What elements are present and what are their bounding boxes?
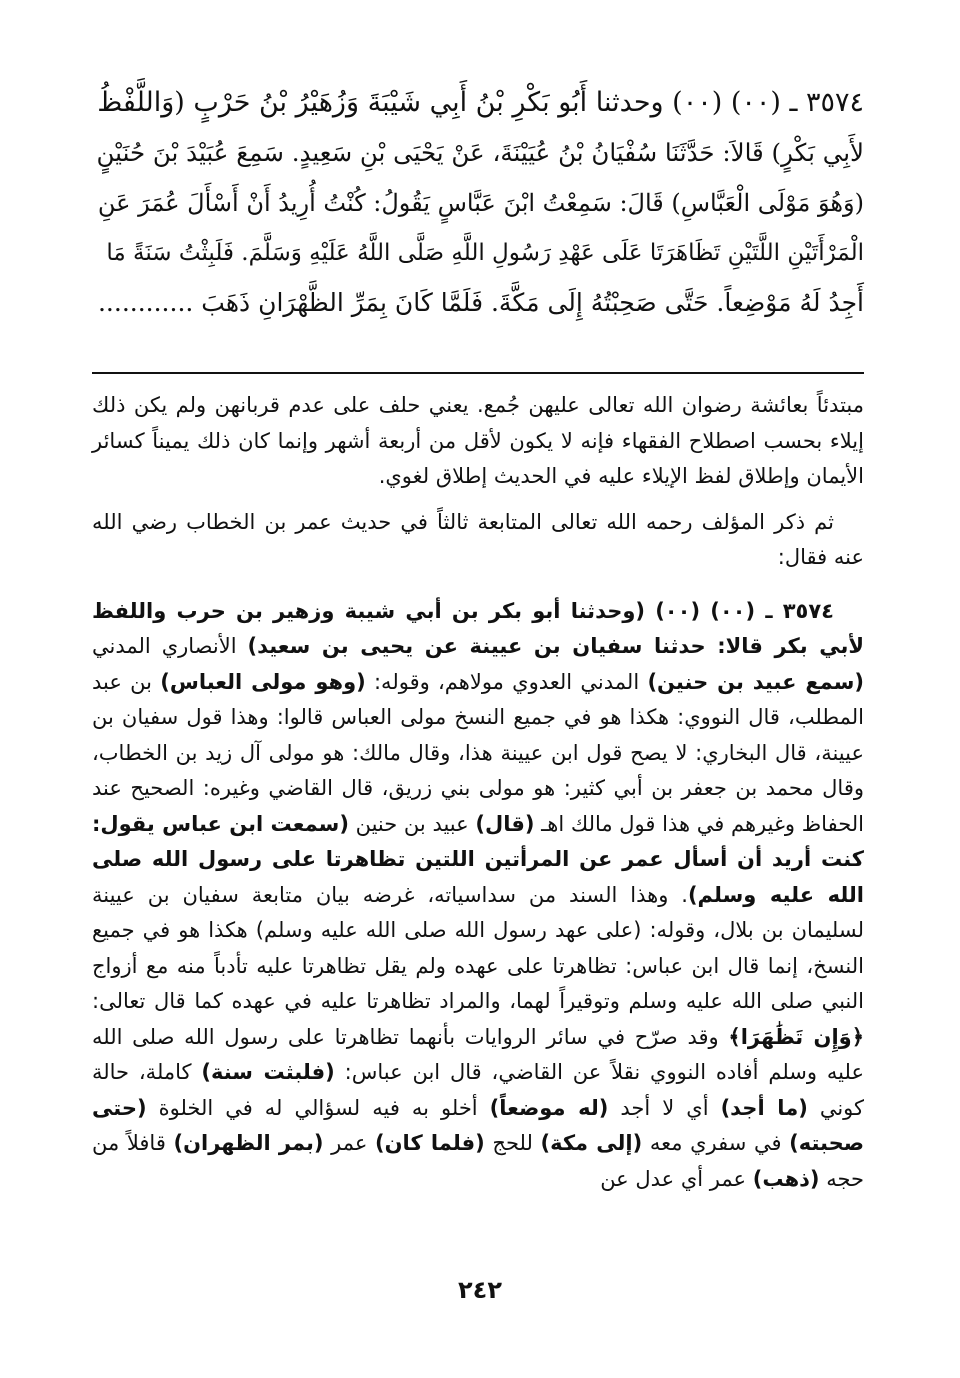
text-run: في سفري معه bbox=[642, 1131, 790, 1155]
hadith-line: أَجِدُ لَهُ مَوْضِعاً. حَتَّى صَحِبْتُهُ إِلَى مَكَّةَ. فَلَمَّا كَانَ بِمَرِّ الظَّهْرَانِ ذَهَبَ ............ bbox=[97, 288, 864, 317]
bold-text: (سمع عبيد بن حنين) bbox=[647, 669, 864, 694]
text-run: للحج bbox=[484, 1131, 541, 1155]
text-run: الأنصاري المدني bbox=[92, 634, 248, 658]
text-run: بن عبد المطلب، قال النووي: هكذا هو في جميع النسخ مولى العباس قالوا: وهذا قول سفيان بن عيينة، قال البخاري: لا يصح قول ابن عيينة هذا، وقال مالك: هو مولى آل زيد بن الخطاب، وقال محمد بن جعفر بن أبي كثير: هو مولى بني زريق، قال القاضي وغيره: الصحيح عند الحفاظ وغيرهم في هذا قول مالك اهـ bbox=[92, 669, 864, 836]
commentary bbox=[92, 388, 864, 1197]
text-run: أي لا أجد bbox=[608, 1095, 721, 1120]
hadith-line: الْمَرْأَتَيْنِ اللَّتَيْنِ تَظَاهَرَتَا عَلَى عَهْدِ رَسُولِ اللَّهِ صَلَّى اللَّهُ عَلَيْهِ وَسَلَّمَ. فَلَبِثْتُ سَنَةً مَا bbox=[106, 240, 864, 266]
text-run: المدني العدوي مولاهم، وقوله: bbox=[365, 669, 648, 694]
bold-text: (إلى مكة) bbox=[540, 1131, 643, 1155]
commentary-paragraph bbox=[92, 594, 864, 1198]
commentary-paragraph: مبتدئاً بعائشة رضوان الله تعالى عليهن جُمع. يعني حلف على عدم قربانهن ولم يكن ذلك إيلاء بحسب اصطلاح الفقهاء فإنه لا يكون لأقل من أربعة أشهر وإنما كان ذلك يميناً كسائر الأيمان وإطلاق لفظ الإيلاء عليه في الحديث إطلاق لغوي. bbox=[92, 393, 864, 488]
text-run: كاملة، حالة كوني bbox=[92, 1060, 865, 1120]
bold-text: (قال) bbox=[475, 811, 535, 836]
bold-text: ٣٥٧٤ ـ (٠٠) (٠٠) (وحدثنا أبو بكر بن أبي شيبة وزهير بن حرب واللفظ لأبي بكر قالا: حدثنا سفيان بن عيينة عن يحيى بن سعيد) bbox=[92, 598, 864, 658]
bold-text: (حتى صحبته) bbox=[92, 1095, 865, 1155]
bold-text: (فلما كان) bbox=[375, 1131, 485, 1155]
text-run: عمر bbox=[323, 1131, 376, 1155]
page-number: ٢٤٢ bbox=[458, 1276, 502, 1304]
bold-text: (فلبثت سنة) bbox=[201, 1060, 335, 1084]
text-run: قافلاً من حجه bbox=[92, 1131, 864, 1191]
text-run: أخلو به فيه لسؤالي له في الخلوة bbox=[146, 1095, 490, 1120]
text-run: وقد صرّح في سائر الروايات بأنهما تظاهرتا على رسول الله صلى الله عليه وسلم أفاده النووي نقلاً عن القاضي، قال ابن عباس: bbox=[92, 1024, 864, 1084]
bold-text: (بمر الظهران) bbox=[173, 1131, 324, 1155]
hadith-text bbox=[92, 78, 864, 328]
text-run: عبيد بن حنين bbox=[348, 811, 476, 836]
separator-rule bbox=[92, 372, 864, 374]
commentary-paragraph: ثم ذكر المؤلف رحمه الله تعالى المتابعة ثالثاً في حديث عمر بن الخطاب رضي الله عنه فقال: bbox=[92, 509, 864, 569]
text-run: . وهذا السند من سداسياته، غرضه بيان متابعة سفيان بن عيينة لسليمان بن بلال، وقوله: (على عهد رسول الله صلى الله عليه وسلم) هكذا هو في جميع النسخ، إنما قال ابن عباس: تظاهرتا على عهده ولم يقل تظاهرتا عليه تأدباً منه مع أزواج النبي صلى الله عليه وسلم وتوقيراً لهما، والمراد تظاهرتا عليه في عهده كما قال تعالى: bbox=[92, 882, 864, 1013]
bold-text: (ذهب) bbox=[752, 1166, 820, 1191]
hadith-line: لأَبِي بَكْرٍ) قَالاَ: حَدَّثَنَا سُفْيَانُ بْنُ عُيَيْنَةَ، عَنْ يَحْيَى بْنِ سَعِيدٍ. سَمِعَ عُبَيْدَ بْنَ حُنَيْنٍ bbox=[96, 138, 864, 167]
hadith-line: ٣٥٧٤ ـ (٠٠) (٠٠) وحدثنا أَبُو بَكْرِ بْنُ أَبِي شَيْبَةَ وَزُهَيْرُ بْنُ حَرْبٍ (وَاللَّفْظُ bbox=[97, 87, 864, 118]
quran-quote: ﴿وَإِن تَظَٰهَرَا﴾ bbox=[728, 1024, 865, 1049]
bold-text: (له موضعاً) bbox=[489, 1095, 609, 1120]
bold-text: (ما أجد) bbox=[720, 1095, 808, 1120]
bold-text: (سمعت ابن عباس يقول: كنت أريد أن أسأل عمر عن المرأتين اللتين تظاهرتا على رسول الله صلى الله عليه وسلم) bbox=[92, 811, 864, 907]
bold-text: (وهو مولى العباس) bbox=[160, 669, 366, 694]
hadith-line: (وَهُوَ مَوْلَى الْعَبَّاسِ) قَالَ: سَمِعْتُ ابْنَ عَبَّاسٍ يَقُولُ: كُنْتُ أُرِيدُ أَنْ أَسْأَلَ عُمَرَ عَنِ bbox=[97, 189, 864, 217]
text-run: عمر أي عدل عن bbox=[600, 1166, 753, 1191]
